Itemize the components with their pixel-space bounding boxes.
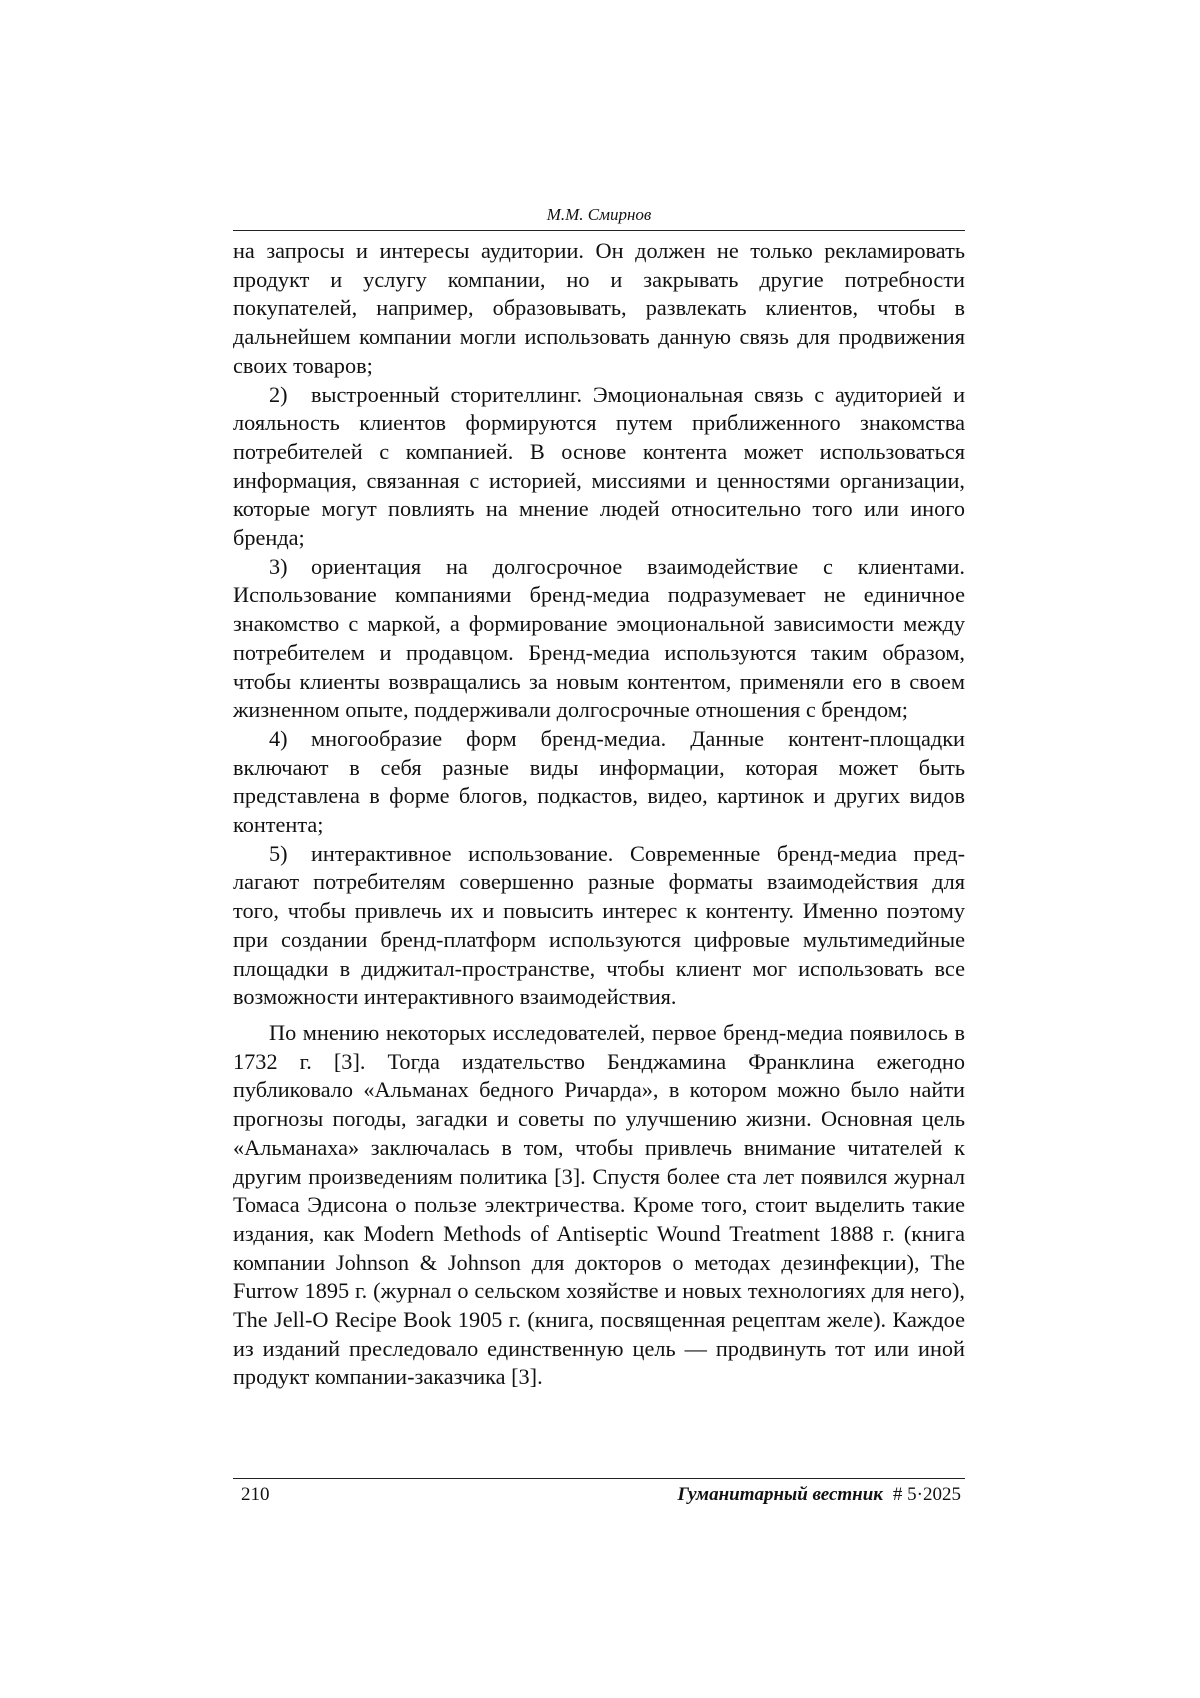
- page-number: 210: [241, 1484, 270, 1505]
- list-item-3: [233, 553, 965, 725]
- list-item-text: ориентация на долгосрочное взаимодействие с клиентами. Использование компаниями бренд-медиа подразумевает не единичное знакомство с маркой, а формирование эмоциональной зависимости между потребителем и продавцом. Бренд-медиа используются таким образом, чтобы клиенты возвращались за новым контентом, применяли его в своем жизненном опыте, поддерживали долгосрочные отношения с брендом;: [233, 553, 965, 723]
- list-item-text: интерактивное использование. Современные бренд-медиа предлагают потребителям совершенно разные форматы взаимодействия для того, чтобы привлечь их и повысить интерес к контенту. Именно поэтому при создании бренд-платформ используются цифровые мультимедийные площадки в диджитал-пространстве, чтобы клиент мог использовать все возможности интерактивного взаимодействия.: [233, 840, 965, 1010]
- list-number: 3): [269, 553, 288, 579]
- paragraph-history: По мнению некоторых исследователей, первое бренд-медиа появилось в 1732 г. [3]. Тогда издательство Бенджамина Франклина ежегодно публиковало «Альманах бедного Ричарда», в котором можно было найти прогнозы погоды, загадки и советы по улучшению жизни. Основная цель «Альманаха» заключалась в том, чтобы привлечь внимание читателей к другим произведениям политика [3]. Спустя более ста лет появился журнал Томаса Эдисона о пользе электричества. Кроме того, стоит выделить такие издания, как Modern Methods of Antiseptic Wound Treatment 1888 г. (книга компании Johnson & Johnson для докторов о методах дезинфекции), The Furrow 1895 г. (журнал о сельском хозяйстве и новых технологиях для него), The Jell-O Recipe Book 1905 г. (книга, посвященная рецептам желе). Каждое из изданий преследовало единственную цель — продвинуть тот или иной продукт компании-заказчика [3].: [233, 1019, 965, 1390]
- page-footer: [233, 1478, 965, 1507]
- page: [233, 204, 965, 1392]
- list-item-2: [233, 381, 965, 553]
- running-head-author: М.М. Смирнов: [233, 204, 965, 231]
- list-item-4: [233, 725, 965, 840]
- list-number: 2): [269, 381, 288, 407]
- list-number: 5): [269, 840, 288, 866]
- list-item-5: [233, 840, 965, 1012]
- list-item-text: многообразие форм бренд-медиа. Данные контент-площадки включают в себя разные виды информации, которая может быть представлена в форме блогов, подкастов, видео, картинок и других видов контента;: [233, 725, 965, 838]
- list-number: 4): [269, 725, 288, 751]
- paragraph-continuation: на запросы и интересы аудитории. Он должен не только рекламировать продукт и услугу компании, но и закрывать другие потребности покупателей, например, образовывать, развлекать клиентов, чтобы в дальнейшем компании могли использовать данную связь для продвижения своих товаров;: [233, 238, 965, 378]
- journal-title: Гуманитарный вестник: [677, 1484, 883, 1505]
- article-body: [233, 237, 965, 1392]
- issue-number: # 5·2025: [892, 1484, 961, 1505]
- list-item-text: выстроенный сторителлинг. Эмоциональная связь с аудиторией и лояльность клиентов формируются путем приближенного знакомства потребителей с компанией. В основе контента может использоваться информация, связанная с историей, миссиями и ценностями организации, которые могут повлиять на мнение людей относительно того или иного бренда;: [233, 381, 965, 551]
- journal-info: [677, 1483, 965, 1507]
